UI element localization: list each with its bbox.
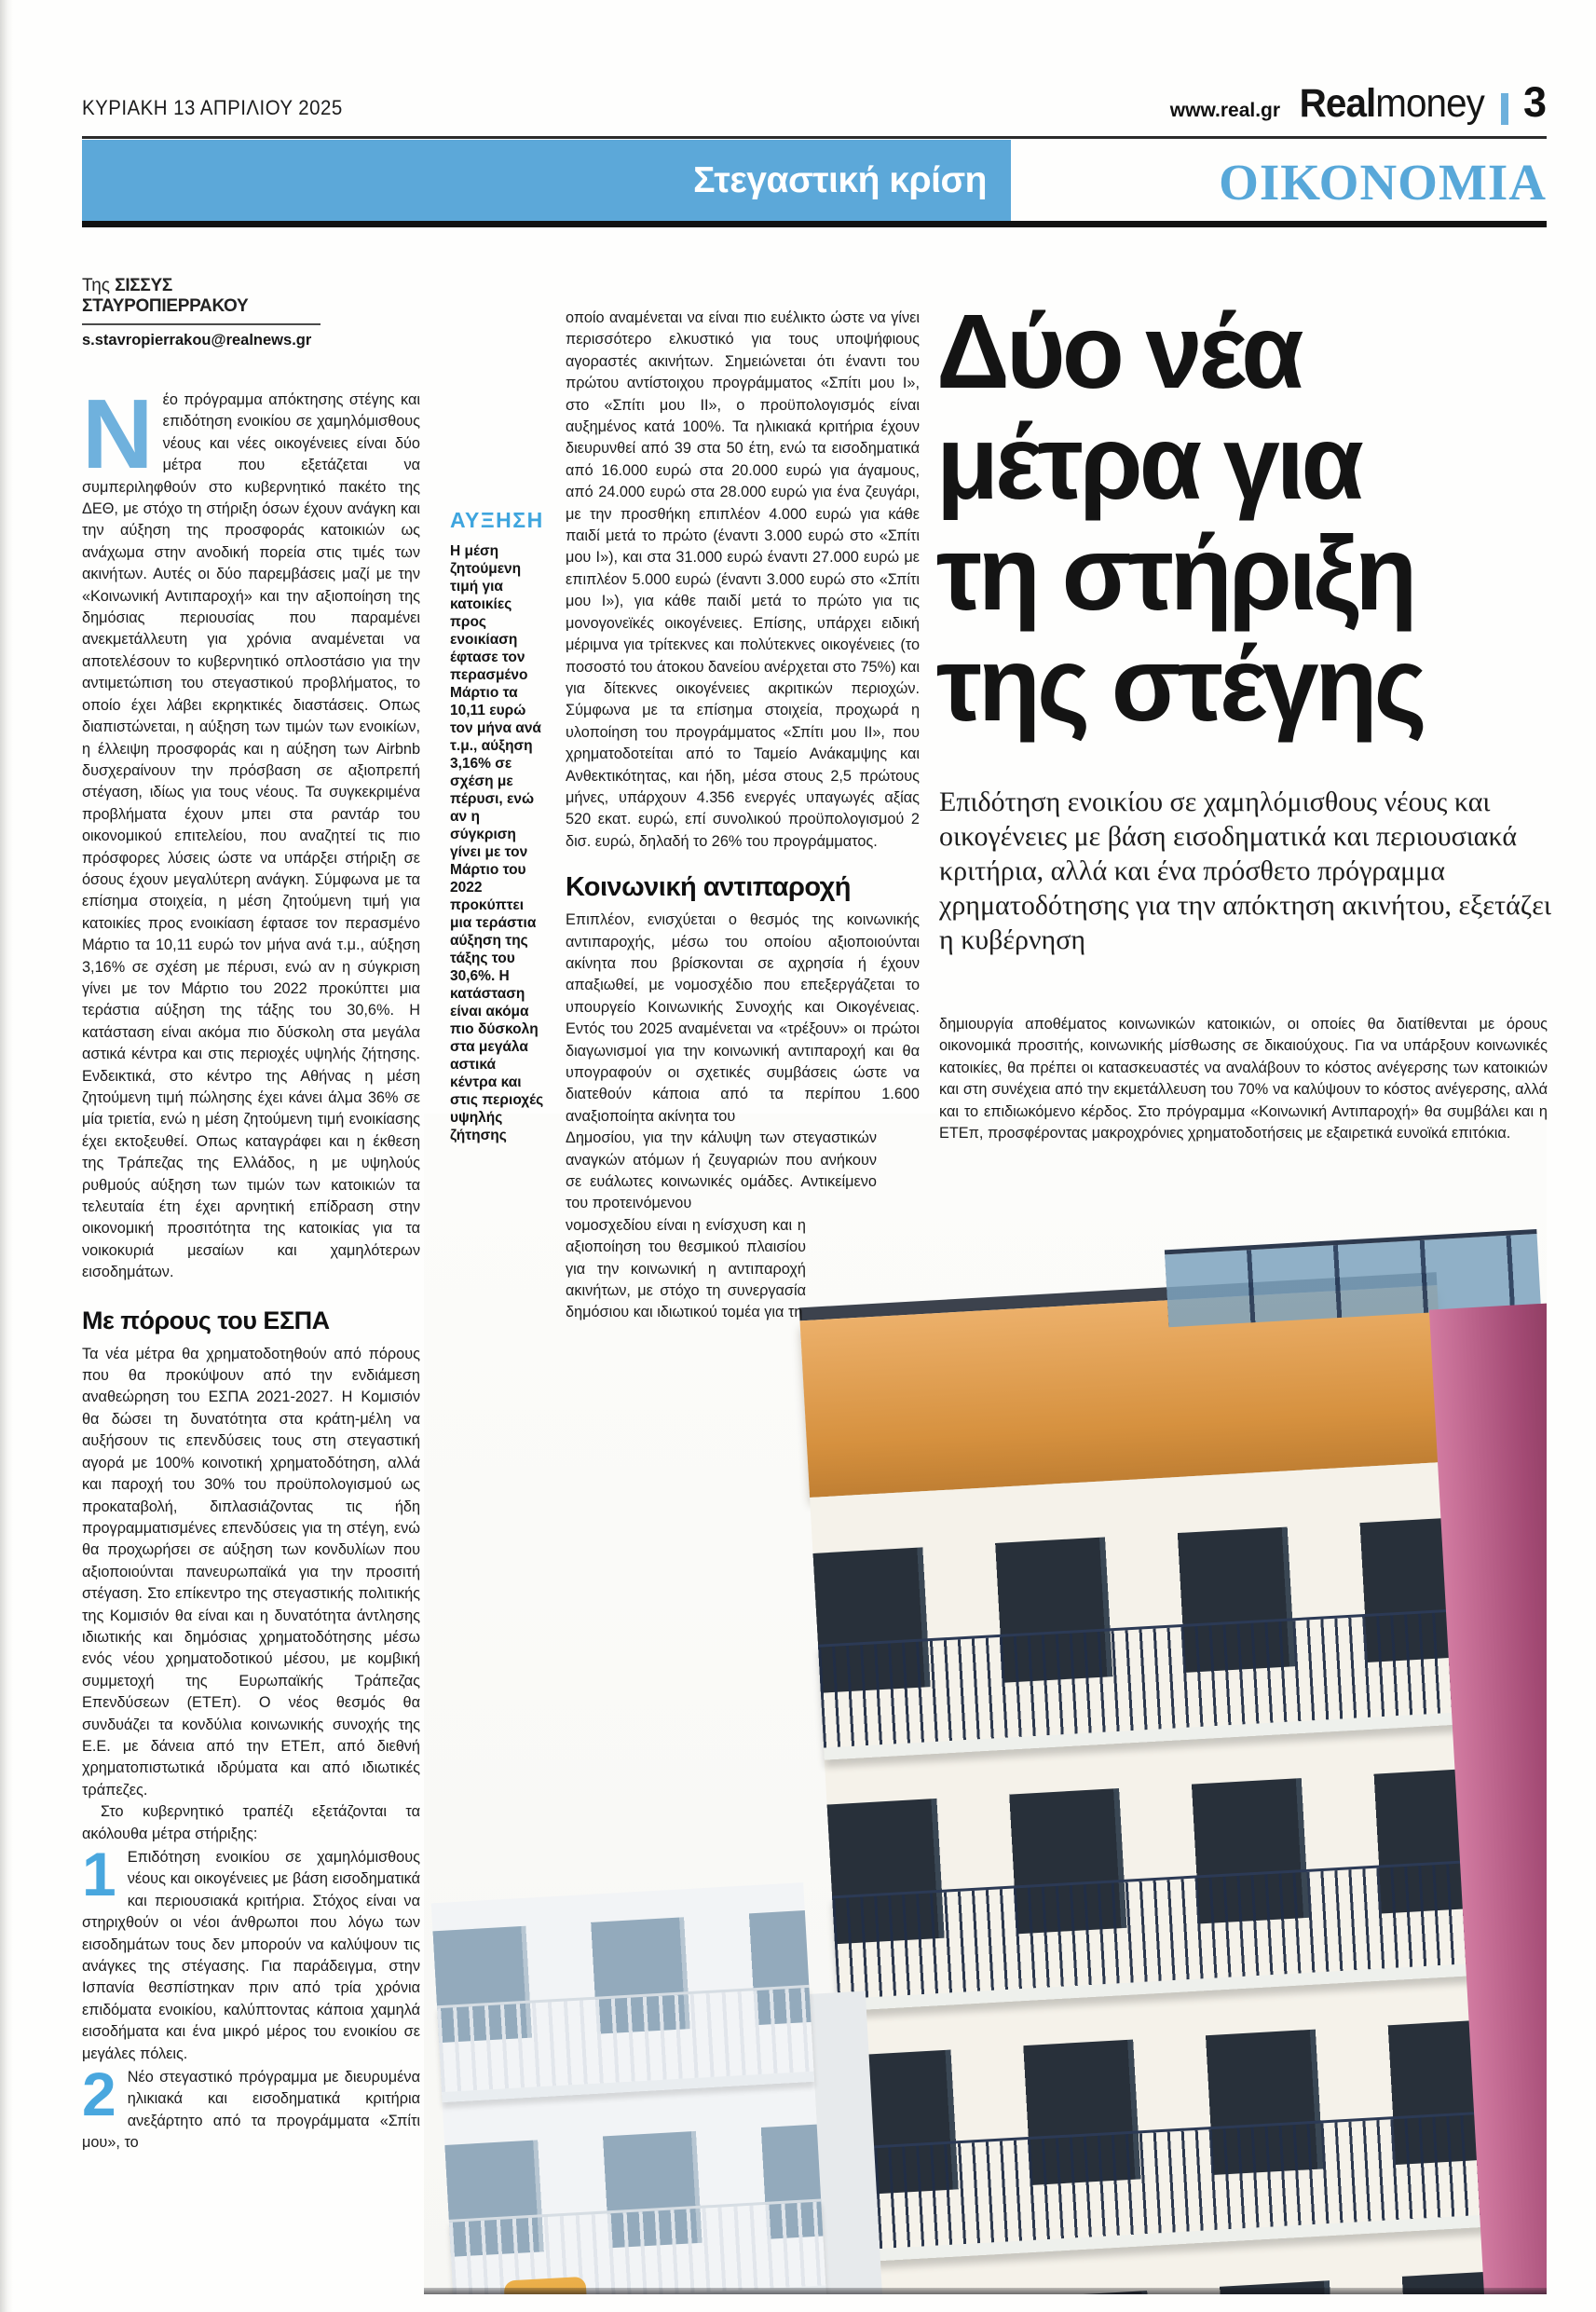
headline-line: μέτρα για <box>936 404 1360 521</box>
dropcap: Ν <box>82 390 154 489</box>
brand-bold: Real <box>1299 81 1376 126</box>
column-2-paragraph: οποίο αναμένεται να είναι πιο ευέλικτο ώστε να γίνει περισσότερο ελκυστικό για τους υποψήφιους αγοραστές ακινήτων. Σημειώνεται ότι έναντι του πρώτου αντίστοιχου προγράμματος «Σπίτι μου Ι», στο «Σπίτι μου ΙΙ», ο προϋπολογισμός είναι αυξημένος κατά 100%. Τα ηλικιακά κριτήρια έχουν διευρυνθεί από 39 στα 50 έτη, ενώ τα εισοδηματικά από 16.000 ευρώ στα 20.000 ευρώ για άγαμους, από 24.000 ευρώ στα 28.000 ευρώ για ένα ζευγάρι, με την προσθήκη επιπλέον 4.000 ευρώ για κάθε παιδί μετά το πρώτο (έναντι 3.000 ευρώ στο «Σπίτι μου Ι»), και στα 31.000 ευρώ έναντι 27.000 ευρώ με επιπλέον 5.000 ευρώ (έναντι 3.000 ευρώ στο «Σπίτι μου Ι»), για κάθε παιδί μετά το πρώτο για τις μονογονεϊκές οικογένειες. Επίσης, υπάρχει ειδική μέριμνα για τρίτεκνες και πολύτεκνες οικογένειες (το ποσοστό του άτοκου δανείου ανέρχεται στο 75%) και για δίτεκνες οικογένειες ακριτικών περιοχών. Σύμφωνα με τα επίσημα στοιχεία, προχωρά η υλοποίηση του προγράμματος «Σπίτι μου ΙΙ», που χρηματοδοτείται από το Ταμείο Ανάκαμψης και Ανθεκτικότητας, και ήδη, μέσα στους 2,5 πρώτους μήνες, υπάρχουν 4.356 ενεργές υπαγωγές αξίας 520 εκατ. ευρώ, επί συνολικού προϋπολογισμού 2 δισ. ευρώ, δηλαδή το 26% του προγράμματος. <box>566 309 920 850</box>
item-number-1: 1 <box>82 1840 116 1908</box>
numbered-item-2 <box>82 2059 420 2155</box>
numbered-item-1 <box>82 1840 420 2065</box>
sidebar-callout <box>450 508 546 1144</box>
antiparochi-paragraph-wrap-a: Δημοσίου, για την κάλυψη των στεγαστικών αναγκών ατόμων ή ζευγαριών που ανήκουν σε ευάλωτες κοινωνικές ομάδες. Αντικείμενο του προτεινόμενου <box>566 1129 877 1212</box>
page-number: 3 <box>1522 78 1547 126</box>
column-2 <box>566 308 920 1324</box>
section-banner <box>82 140 1011 221</box>
section-title: ΟΙΚΟΝΟΜΙΑ <box>1219 154 1547 211</box>
subheading-antiparochi: Κοινωνική αντιπαροχή <box>566 872 851 903</box>
intro-block: δημιουργία αποθέματος κοινωνικών κατοικιών, οι οποίες θα διατίθενται με όρους οικονομικά προσιτής, κοινωνικής μίσθωσης σε δικαιούχους. Για να υπάρξουν κοινωνικές κατοικίες, θα πρέπει οι κατασκευαστές να αναλάβουν το κόστος ανέγερσης των κατοικιών και στη συνέχεια από την εκμετάλλευση του 70% να καλύψουν το κόστος ανέγερσης, αλλά και το επιδιωκόμενο κέρδος. Στο πρόγραμμα «Κοινωνική Αντιπαροχή» θα συμβάλει και η ΕΤΕπ, προσφέροντας μακροχρόνιες χρηματοδοτήσεις με εξαιρετικά ευνοϊκά επιτόκια. <box>939 1016 1548 1142</box>
antiparochi-paragraph: Επιπλέον, ενισχύεται ο θεσμός της κοινωνικής αντιπαροχής, μέσω του οποίου αξιοποιούνται ακίνητα που βρίσκονται σε αχρησία ή έχουν απαξιωθεί, με νομοσχέδιο που επεξεργάζεται το υπουργείο Κοινωνικής Συνοχής και Οικογένειας. Εντός του 2025 αναμένεται να «τρέξουν» οι πρώτοι διαγωνισμοί για την κοινωνική αντιπαροχή και θα υπογραφούν οι σχετικές συμβάσεις ώστε να διατεθούν κάποια από τα περίπου 1.600 αναξιοποίητα ακίνητα του <box>566 911 920 1125</box>
subheading-espa: Με πόρους του ΕΣΠΑ <box>82 1306 330 1334</box>
byline <box>82 276 343 349</box>
deck: Επιδότηση ενοικίου σε χαμηλόμισθους νέους και οικογένειες με βάση εισοδηματικά και περιουσιακά κριτήρια, αλλά και ένα πρόσθετο πρόγραμμα χρηματοδότησης για την απόκτηση ακινήτου, εξετάζει η κυβέρνηση <box>939 787 1551 955</box>
masthead <box>1170 78 1547 127</box>
building-facade <box>810 1462 1497 2294</box>
sidebar-text: Η μέση ζητούμενη τιμή για κατοικίες προς ενοικίαση έφτασε τον περασμένο Μάρτιο τα 10,11 ευρώ τον μήνα ανά τ.μ., αύξηση 3,16% σε σχέση με πέρυσι, ενώ αν η σύγκριση γίνει με τον Μάρτιο του 2022 προκύπτει μια τεράστια αύξηση της τάξης του 30,6%. Η κατάσταση είναι ακόμα πιο δύσκολη στα μεγάλα αστικά κέντρα και στις περιοχές υψηλής ζήτησης <box>450 543 544 1143</box>
lead-paragraph <box>82 390 420 1284</box>
section-banner-label: Στεγαστική κρίση <box>693 159 987 200</box>
author-line <box>82 276 343 317</box>
building-left-wing <box>431 1882 833 2294</box>
brand-logo <box>1300 81 1484 127</box>
espa-paragraph: Τα νέα μέτρα θα χρηματοδοτηθούν από πόρους που θα προκύψουν από την ενδιάμεση αναθεώρηση του ΕΣΠΑ 2021-2027. Η Κομισιόν θα δώσει τη δυνατότητα στα κράτη-μέλη να αυξήσουν τις επενδύσεις τους στη στεγαστική αγορά με 100% κοινοτική χρηματοδότηση, αλλά και παροχή του 30% του προϋπολογισμού ως προκαταβολή, διπλασιάζοντας τις ήδη προγραμματισμένες επενδύσεις για τη στέγη, ενώ θα προχωρήσει σε αύξηση των κονδυλίων που αξιοποιούνται πανευρωπαϊκά για την προσιτή στέγαση. Στο επίκεντρο της στεγαστικής πολιτικής της Κομισιόν θα είναι και η δυνατότητα άντλησης ιδιωτικής και δημόσιας χρηματοδότησης μέσω ενός νέου χρηματοδοτικού μέσου, με κομβική συμμετοχή της Ευρωπαϊκής Τράπεζας Επενδύσεων (ΕΤΕπ). Ο νέος θεσμός θα συνδυάζει τα κονδύλια κοινωνικής συνοχής της Ε.Ε. με δάνεια από την ΕΤΕπ, από διεθνή χρηματοπιστωτικά ιδρύματα και από ιδιωτικές τράπεζες. <box>82 1345 420 1799</box>
measures-intro: Στο κυβερνητικό τραπέζι εξετάζονται τα ακόλουθα μέτρα στήριξης: <box>82 1803 420 1842</box>
page-edge <box>0 0 13 2312</box>
building-wing-floor <box>444 2125 826 2294</box>
headline-line: Δύο νέα <box>936 293 1301 410</box>
item-number-2: 2 <box>82 2059 116 2129</box>
byline-prefix: Της <box>82 276 116 295</box>
sidebar-label: ΑΥΞΗΣΗ <box>450 508 544 532</box>
headline-line: της στέγης <box>936 625 1424 743</box>
item-text-1: Επιδότηση ενοικίου σε χαμηλόμισθους νέους και οικογένειες με βάση εισοδηματικά και περιουσιακά κριτήρια. Στόχος είναι να στηριχθούν οι νέοι άνθρωποι που λόγω των εισοδημάτων τους δεν μπορούν να καλύψουν τις ανάγκες της στέγασης. Για παράδειγμα, στην Ισπανία θεσπίστηκαν πριν από τρία χρόνια επιδόματα ενοικίου, καλύπτοντας κάποια χαμηλά εισοδήματα και ένα μικρό μέρος του ενοικίου σε μεγάλες πόλεις. <box>82 1849 420 2062</box>
site-url: www.real.gr <box>1169 100 1281 121</box>
column-1 <box>82 390 420 2296</box>
author-email: s.stavropierrakou@realnews.gr <box>82 332 312 349</box>
building-floor <box>855 2271 1504 2294</box>
building-floor <box>827 1769 1476 2011</box>
building-floor <box>841 2020 1490 2263</box>
header-rule <box>82 136 1547 139</box>
headline <box>936 293 1559 743</box>
brand-divider-bar <box>1501 93 1508 125</box>
item-text-2: Νέο στεγαστικό πρόγραμμα με διευρυμένα ηλικιακά και εισοδηματικά κριτήρια ανεξάρτητο από τα προγράμματα «Σπίτι μου», το <box>82 2069 420 2152</box>
byline-rule <box>82 323 321 325</box>
building-illustration <box>426 1239 1547 2294</box>
antiparochi-paragraph-wrap-b: νομοσχεδίου είναι η ενίσχυση και η αξιοποίηση του θεσμικού πλαισίου για την κοινωνική η αντιπαροχή ακινήτων, με στόχο τη συνεργασία δημόσιου και ιδιωτικού τομέα για τη <box>566 1216 806 1321</box>
issue-date: ΚΥΡΙΑΚΗ 13 ΑΠΡΙΛΙΟΥ 2025 <box>82 96 343 119</box>
headline-line: τη στήριξη <box>936 514 1414 632</box>
banner-bottom-rule <box>82 221 1547 227</box>
building-floor <box>812 1518 1461 1760</box>
building-wing-floor <box>432 1910 814 2102</box>
lead-paragraph-text: έο πρόγραμμα απόκτησης στέγης και επιδότηση ενοικίου σε χαμηλόμισθους νέους και νέες οικογένειες είναι δύο μέτρα που εξετάζεται να συμπεριληφθούν στο κυβερνητικό πακέτο της ΔΕΘ, με στόχο τη στήριξη όσων έχουν ανάγκη και την αύξηση της προσφοράς κατοικιών ως ανάχωμα στην ανοδική πορεία στις τιμές των ακινήτων. Αυτές οι δύο παρεμβάσεις μαζί με την «Κοινωνική Αντιπαροχή» και την αξιοποίηση της δημόσιας περιουσίας που παραμένει ανεκμετάλλευτη για χρόνια αναμένεται να αποτελέσουν το κυβερνητικό οπλοστάσιο για την αντιμετώπιση του στεγαστικού προβλήματος, το οποίο έχει λάβει εκρηκτικές διαστάσεις. Οπως διαπιστώνεται, η αύξηση των τιμών των ενοικίων, η έλλειψη προσφοράς και η αύξηση των Airbnb δυσχεραίνουν την πρόσβαση σε αξιοπρεπή στέγαση, ιδίως για τους νέους. Τα συγκεκριμένα προβλήματα έχουν μπει στα ραντάρ του οικονομικού επιτελείου, που αναζητεί τις πιο πρόσφορες λύσεις ώστε να υπάρξει στήριξη σε όσους έχουν μεγαλύτερη ανάγκη. Σύμφωνα με τα επίσημα στοιχεία, η μέση ζητούμενη τιμή για κατοικίες προς ενοικίαση έφτασε τον περασμένο Μάρτιο τα 10,11 ευρώ τον μήνα ανά τ.μ., αύξηση 3,16% σε σχέση με πέρυσι, ενώ αν η σύγκριση γίνει με τον Μάρτιο του 2022 προκύπτει μια τεράστια αύξηση της τάξης του 30,6%. Η κατάσταση είναι ακόμα πιο δύσκολη στα μεγάλα αστικά κέντρα και στις περιοχές υψηλής ζήτησης. Ενδεικτικά, στο κέντρο της Αθήνας η μέση ζητούμενη τιμή πώλησης έχει κάνει άλμα 36% σε μία τριετία, ενώ η μέση ζητούμενη τιμή ενοικίασης έχει εκτοξευθεί. Οπως καταγράφει και η έκθεση της Τράπεζας της Ελλάδος, η με υψηλούς ρυθμούς αύξηση των τιμών των κατοικιών τα τελευταία έτη έχει αρνητική επίδραση στην οικονομική προσιτότητα της κατοικίας για τα νοικοκυριά μεσαίων και χαμηλότερων εισοδημάτων. <box>82 391 420 1281</box>
brand-light: money <box>1375 81 1484 126</box>
author-name: ΣΙΣΣΥΣ ΣΤΑΥΡΟΠΙΕΡΡΑΚΟΥ <box>82 276 249 316</box>
